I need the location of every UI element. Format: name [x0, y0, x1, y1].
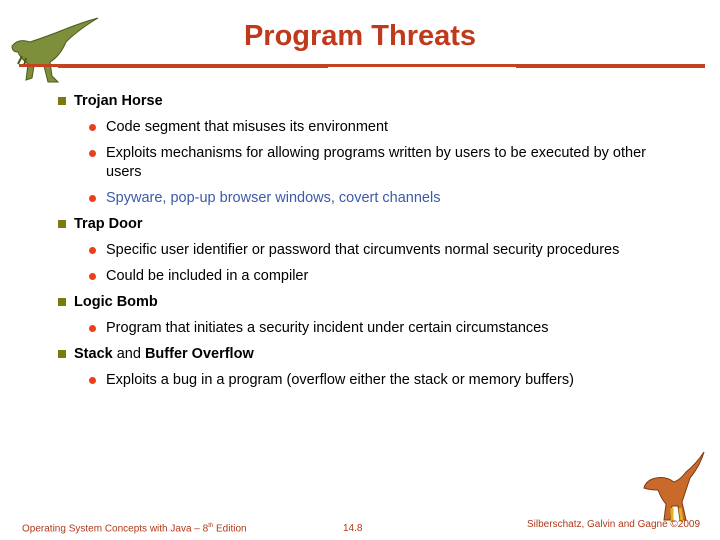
list-item: Code segment that misuses its environment [106, 119, 389, 135]
bullet-dot [89, 150, 96, 157]
dinosaur-footer-icon [636, 450, 708, 524]
title-divider-accent [58, 66, 328, 68]
topic-part: Stack [74, 346, 113, 362]
bullet-dot [89, 195, 96, 202]
list-item: Specific user identifier or password that circumvents normal security procedures [106, 242, 620, 258]
bullet-dot [89, 247, 96, 254]
footer-copyright: Silberschatz, Galvin and Gagne ©2009 [527, 519, 701, 530]
bullet-dot [89, 325, 96, 332]
page-number: 14.8 [343, 523, 363, 534]
bullet-dot [89, 273, 96, 280]
list-item: Could be included in a compiler [106, 268, 309, 284]
footer-book-title [22, 523, 247, 534]
bullet-square [58, 220, 66, 228]
topic-stack-buffer-overflow [74, 345, 254, 364]
bullet-square [58, 97, 66, 105]
bullet-square [58, 298, 66, 306]
topic-part: Buffer Overflow [144, 346, 254, 362]
footer-text: Operating System Concepts with Java – 8 [22, 523, 209, 535]
footer-text: Edition [213, 523, 247, 535]
topic-logic-bomb: Logic Bomb [74, 294, 158, 310]
topic-trap-door: Trap Door [74, 216, 143, 232]
list-item: Exploits a bug in a program (overflow either the stack or memory buffers) [106, 372, 574, 388]
bullet-dot [89, 124, 96, 131]
topic-part: and [112, 346, 145, 362]
topic-trojan-horse: Trojan Horse [74, 93, 163, 109]
list-item: Spyware, pop-up browser windows, covert channels [106, 190, 441, 206]
list-item: Exploits mechanisms for allowing programs written by users to be executed by other users [106, 145, 646, 180]
footer-sup: th [208, 523, 214, 529]
page-title: Program Threats [243, 20, 477, 52]
list-item: Program that initiates a security incident under certain circumstances [106, 320, 549, 336]
title-divider-accent [516, 66, 705, 68]
bullet-square [58, 350, 66, 358]
bullet-dot [89, 377, 96, 384]
